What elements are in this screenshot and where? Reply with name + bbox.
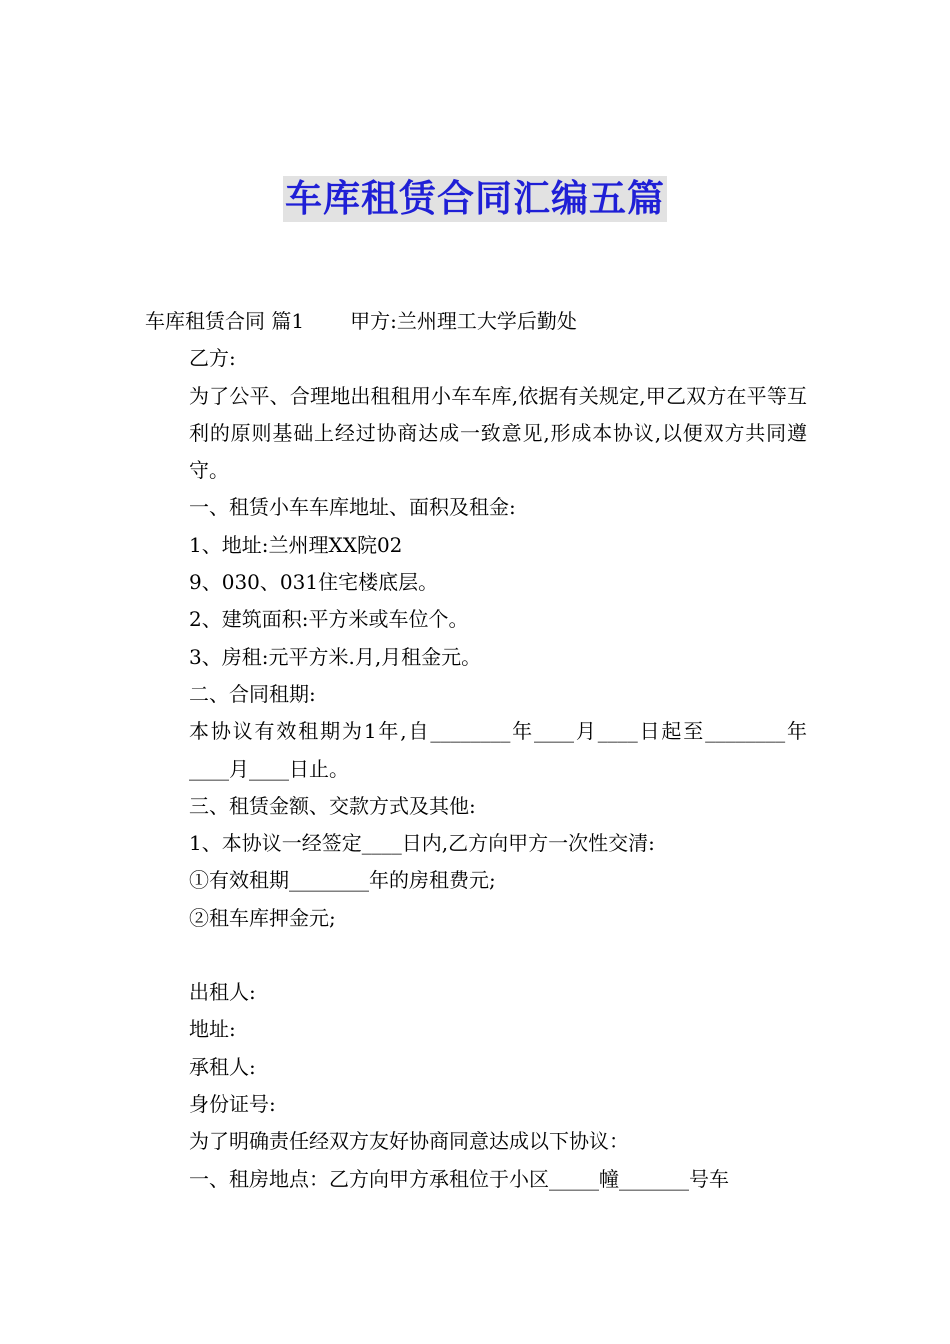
payment-line: 1、本协议一经签定____日内,乙方向甲方一次性交清: <box>189 831 655 856</box>
id-number-label: 身份证号: <box>189 1091 276 1116</box>
address-continued-line: 9、030、031住宅楼底层。 <box>189 570 439 595</box>
area-line: 2、建筑面积:平方米或车位个。 <box>189 607 469 632</box>
rental-location-line: 一、租房地点：乙方向甲方承租位于小区_____幢_______号车 <box>189 1166 729 1191</box>
document-body <box>145 303 807 1198</box>
party-a: 甲方:兰州理工大学后勤处 <box>350 309 577 333</box>
deposit-line: ②租车库押金元; <box>189 905 336 930</box>
rent-line: 3、房租:元平方米.月,月租金元。 <box>189 644 482 669</box>
agreement-intro: 为了明确责任经双方友好协商同意达成以下协议： <box>189 1129 629 1154</box>
party-b: 乙方: <box>189 346 236 371</box>
title-container <box>0 176 950 222</box>
section-3-heading: 三、租赁金额、交款方式及其他: <box>189 793 476 818</box>
address-label: 地址: <box>189 1017 236 1042</box>
lessee-label: 承租人: <box>189 1054 256 1079</box>
preamble-paragraph: 为了公平、合理地出租租用小车车库,依据有关规定,甲乙双方在平等互利的原则基础上经过协商达成一致意见,形成本协议,以便双方共同遵守。 <box>189 383 807 483</box>
document-title: 车库租赁合同汇编五篇 <box>285 177 665 220</box>
section-2-heading: 二、合同租期: <box>189 681 316 706</box>
section-1-heading: 一、租赁小车车库地址、面积及租金: <box>189 495 516 520</box>
lessor-label: 出租人: <box>189 980 256 1005</box>
blank-gap <box>145 937 807 974</box>
contract-heading: 车库租赁合同 篇1 <box>145 309 305 333</box>
contract-header-line <box>145 303 807 340</box>
term-paragraph: 本协议有效租期为1年,自________年____月____日起至________年____月____日止。 <box>189 719 807 781</box>
address-line: 1、地址:兰州理XX院02 <box>189 532 403 557</box>
rent-fee-line: ①有效租期________年的房租费元; <box>189 868 496 893</box>
